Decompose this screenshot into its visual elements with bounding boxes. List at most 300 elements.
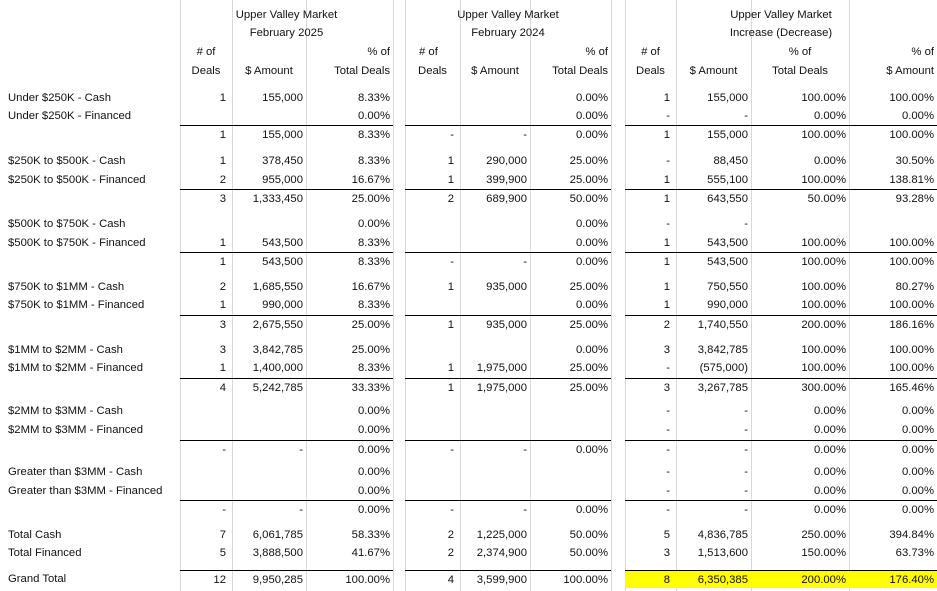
table-row	[0, 544, 937, 562]
cell-pct-amount-change: 100.00%	[889, 237, 934, 249]
cell-pct-amount-change: 100.00%	[889, 299, 934, 311]
row-label: $750K to $1MM - Financed	[8, 299, 145, 311]
row-label: Under $250K - Cash	[8, 92, 111, 104]
group-period-2025: February 2025	[249, 27, 324, 39]
table-row	[0, 171, 937, 189]
cell-pct-amount-change: 100.00%	[889, 92, 934, 104]
cell-deals-2025: 1	[180, 252, 232, 270]
cell-amount-2024: 689,900	[460, 189, 530, 207]
cell-amount-change: 750,550	[707, 281, 748, 293]
cell-deals-change: 1	[625, 125, 676, 143]
col-header-amount-change: $ Amount	[689, 65, 738, 77]
cell-pct-deals-2024: 0.00%	[575, 218, 608, 230]
cell-pct-deals-2024: 100.00%	[530, 570, 611, 588]
cell-pct-amount-change: 0.00%	[849, 440, 937, 458]
cell-pct-deals-2025: 8.33%	[306, 125, 393, 143]
cell-pct-deals-2025: 0.00%	[306, 440, 393, 458]
cell-amount-2025: 1,333,450	[232, 189, 306, 207]
cell-pct-deals-2024: 25.00%	[530, 378, 611, 396]
cell-deals-2025	[180, 482, 232, 500]
row-label: $1MM to $2MM - Financed	[8, 362, 143, 374]
cell-pct-deals-2025: 41.67%	[351, 547, 390, 559]
row-label: Total Financed	[8, 547, 82, 559]
cell-amount-change: (575,000)	[699, 362, 748, 374]
cell-pct-deals-change: 200.00%	[751, 315, 849, 333]
cell-pct-amount-change: 100.00%	[849, 125, 937, 143]
cell-deals-2025: 1	[219, 237, 226, 249]
row-label	[0, 378, 180, 396]
cell-pct-deals-2024: 0.00%	[575, 299, 608, 311]
col-header-amount-2024: $ Amount	[471, 65, 519, 77]
cell-amount-change: 3,267,785	[676, 378, 751, 396]
subtotal-row	[0, 570, 937, 588]
cell-deals-2025: 12	[180, 570, 232, 588]
cell-deals-change: 1	[663, 299, 670, 311]
cell-pct-deals-2024: 0.00%	[530, 252, 611, 270]
cell-pct-deals-2024	[530, 463, 611, 481]
row-label	[0, 500, 180, 518]
cell-deals-2024: 1	[405, 315, 460, 333]
cell-amount-2024: -	[460, 500, 530, 518]
cell-pct-deals-change: 150.00%	[801, 547, 846, 559]
row-label	[0, 315, 180, 333]
cell-amount-2024: 1,975,000	[476, 362, 527, 374]
subtotal-row	[0, 252, 937, 270]
cell-deals-2025: -	[180, 500, 232, 518]
cell-pct-deals-2024: 25.00%	[569, 362, 608, 374]
cell-deals-2024	[405, 482, 460, 500]
cell-amount-2024	[460, 234, 530, 252]
cell-amount-2025: 2,675,550	[232, 315, 306, 333]
col-header-top-deals-2025: # of	[196, 46, 216, 58]
cell-amount-2024: -	[460, 125, 530, 143]
cell-amount-2025: 155,000	[232, 125, 306, 143]
cell-amount-2025	[232, 402, 306, 420]
cell-amount-2024: -	[460, 252, 530, 270]
row-label: Greater than $3MM - Cash	[8, 466, 143, 478]
cell-amount-2024	[460, 296, 530, 314]
cell-amount-2024: 2,374,900	[476, 547, 527, 559]
cell-deals-change: 3	[663, 344, 670, 356]
cell-amount-change: -	[676, 500, 751, 518]
cell-deals-change: 8	[625, 570, 676, 588]
cell-pct-deals-2024: 50.00%	[569, 529, 608, 541]
cell-deals-2025	[180, 402, 232, 420]
col-header-top-pct-deals-change: % of	[788, 46, 812, 58]
cell-pct-amount-change: 165.46%	[849, 378, 937, 396]
cell-pct-deals-2024	[530, 402, 611, 420]
cell-pct-deals-2024: 25.00%	[569, 281, 608, 293]
cell-deals-2024: 4	[405, 570, 460, 588]
cell-pct-amount-change: 186.16%	[849, 315, 937, 333]
row-label: $250K to $500K - Cash	[8, 155, 126, 167]
cell-pct-amount-change: 80.27%	[895, 281, 934, 293]
cell-deals-2025: 7	[219, 529, 226, 541]
cell-pct-deals-change: 100.00%	[801, 299, 846, 311]
cell-deals-2024: 2	[447, 529, 454, 541]
cell-deals-2024: 1	[447, 281, 454, 293]
cell-deals-2025: 1	[219, 92, 226, 104]
cell-pct-deals-2025: 0.00%	[357, 110, 390, 122]
cell-pct-deals-2025: 0.00%	[357, 485, 390, 497]
cell-pct-deals-change: 100.00%	[801, 362, 846, 374]
cell-deals-change: 2	[625, 315, 676, 333]
cell-pct-deals-change: 100.00%	[751, 252, 849, 270]
cell-deals-2024: -	[405, 500, 460, 518]
cell-deals-change: -	[666, 466, 670, 478]
cell-deals-2024: -	[405, 125, 460, 143]
cell-pct-amount-change: 138.81%	[889, 174, 934, 186]
cell-deals-change: -	[666, 110, 670, 122]
cell-deals-2025: 3	[219, 344, 226, 356]
cell-deals-change: 3	[625, 378, 676, 396]
cell-deals-2025: 2	[219, 281, 226, 293]
cell-pct-deals-change	[751, 215, 849, 233]
cell-pct-deals-2025: 0.00%	[306, 500, 393, 518]
col-header-deals-change: Deals	[636, 65, 665, 77]
cell-pct-deals-change: 100.00%	[801, 174, 846, 186]
cell-pct-deals-2024: 25.00%	[530, 315, 611, 333]
cell-amount-2025: 3,888,500	[252, 547, 303, 559]
cell-amount-change: -	[676, 440, 751, 458]
cell-pct-deals-2024: 50.00%	[569, 547, 608, 559]
subtotal-row	[0, 189, 937, 207]
cell-deals-2024: 2	[405, 189, 460, 207]
cell-pct-deals-change: 200.00%	[751, 570, 849, 588]
cell-pct-amount-change: 100.00%	[849, 252, 937, 270]
cell-pct-deals-2025: 25.00%	[351, 344, 390, 356]
cell-deals-2025	[180, 463, 232, 481]
table-row	[0, 89, 937, 107]
row-label: Under $250K - Financed	[8, 110, 132, 122]
cell-pct-deals-change: 0.00%	[813, 466, 846, 478]
cell-deals-2025	[180, 107, 232, 125]
cell-pct-deals-2025: 0.00%	[357, 218, 390, 230]
cell-pct-amount-change: 394.84%	[889, 529, 934, 541]
cell-deals-change: -	[666, 155, 670, 167]
col-header-pct-amount-change: $ Amount	[886, 65, 934, 77]
cell-pct-deals-2025: 8.33%	[357, 155, 390, 167]
cell-pct-deals-2025: 16.67%	[351, 174, 390, 186]
cell-pct-deals-2025: 33.33%	[306, 378, 393, 396]
cell-pct-deals-change: 0.00%	[813, 405, 846, 417]
cell-pct-deals-2025: 16.67%	[351, 281, 390, 293]
col-header-pct-deals-2025: Total Deals	[334, 65, 390, 77]
cell-deals-change: -	[625, 500, 676, 518]
cell-deals-change: 1	[625, 252, 676, 270]
cell-amount-2024	[460, 421, 530, 439]
cell-amount-2024: -	[460, 440, 530, 458]
table-row	[0, 402, 937, 420]
cell-pct-deals-2024: 0.00%	[575, 110, 608, 122]
cell-pct-deals-2025: 8.33%	[306, 252, 393, 270]
cell-pct-amount-change: 0.00%	[901, 424, 934, 436]
cell-amount-change: 155,000	[676, 125, 751, 143]
cell-pct-deals-2024	[530, 482, 611, 500]
col-header-deals-2025: Deals	[191, 65, 221, 77]
cell-amount-change: 1,740,550	[676, 315, 751, 333]
cell-amount-2025: 1,685,550	[252, 281, 303, 293]
cell-pct-deals-change: 100.00%	[801, 92, 846, 104]
cell-deals-change: 5	[663, 529, 670, 541]
cell-amount-2024: 1,225,000	[476, 529, 527, 541]
cell-pct-deals-2025: 58.33%	[351, 529, 390, 541]
row-label: $250K to $500K - Financed	[8, 174, 146, 186]
cell-pct-deals-change: 0.00%	[813, 110, 846, 122]
cell-amount-2025	[232, 463, 306, 481]
cell-deals-2024: 2	[447, 547, 454, 559]
cell-pct-deals-2024	[530, 421, 611, 439]
cell-pct-amount-change: 100.00%	[889, 362, 934, 374]
cell-amount-change: 6,350,385	[676, 570, 751, 588]
row-label: $1MM to $2MM - Cash	[8, 344, 123, 356]
cell-deals-change: 1	[663, 92, 670, 104]
cell-deals-change: 1	[663, 281, 670, 293]
cell-amount-2025: -	[232, 440, 306, 458]
cell-pct-deals-2024: 25.00%	[569, 174, 608, 186]
cell-pct-deals-2025: 8.33%	[357, 92, 390, 104]
header-col-top-row	[0, 44, 937, 61]
cell-pct-deals-change: 300.00%	[751, 378, 849, 396]
col-header-top-deals-change: # of	[641, 46, 660, 58]
cell-deals-change: -	[625, 440, 676, 458]
cell-amount-2025	[232, 107, 306, 125]
cell-pct-deals-change: 100.00%	[751, 125, 849, 143]
col-header-deals-2024: Deals	[418, 65, 447, 77]
cell-amount-change: 4,836,785	[697, 529, 748, 541]
cell-pct-amount-change: 100.00%	[889, 344, 934, 356]
cell-amount-change: -	[744, 424, 748, 436]
cell-deals-2025: 1	[219, 299, 226, 311]
cell-amount-2024	[460, 402, 530, 420]
table-row	[0, 482, 937, 500]
cell-deals-2025: 4	[180, 378, 232, 396]
col-header-top-deals-2024: # of	[419, 46, 438, 58]
cell-amount-2025	[232, 421, 306, 439]
cell-deals-change: -	[666, 485, 670, 497]
row-label: $500K to $750K - Cash	[8, 218, 126, 230]
cell-amount-change: 543,500	[707, 237, 748, 249]
cell-amount-change: -	[744, 110, 748, 122]
cell-pct-amount-change: 0.00%	[849, 500, 937, 518]
cell-pct-deals-change: 0.00%	[813, 155, 846, 167]
cell-pct-amount-change: 0.00%	[901, 405, 934, 417]
cell-amount-change: 643,550	[676, 189, 751, 207]
cell-pct-amount-change: 93.28%	[849, 189, 937, 207]
cell-amount-2025	[232, 215, 306, 233]
cell-amount-2025: 990,000	[262, 299, 303, 311]
cell-deals-2024	[405, 341, 460, 359]
col-header-amount-2025: $ Amount	[245, 65, 293, 77]
cell-amount-2024: 290,000	[486, 155, 527, 167]
cell-amount-2024	[460, 215, 530, 233]
row-label: Greater than $3MM - Financed	[8, 485, 163, 497]
cell-amount-2024: 1,975,000	[460, 378, 530, 396]
cell-deals-2025: -	[180, 440, 232, 458]
cell-amount-2025: 155,000	[262, 92, 303, 104]
cell-pct-amount-change: 176.40%	[849, 570, 937, 588]
cell-pct-amount-change	[849, 215, 937, 233]
cell-pct-deals-2025: 0.00%	[357, 424, 390, 436]
subtotal-row	[0, 125, 937, 143]
cell-deals-change: 3	[663, 547, 670, 559]
table-row	[0, 341, 937, 359]
table-row	[0, 152, 937, 170]
cell-pct-deals-change: 0.00%	[751, 440, 849, 458]
cell-deals-2024: 1	[405, 378, 460, 396]
cell-deals-2024	[405, 107, 460, 125]
cell-pct-deals-change: 0.00%	[813, 424, 846, 436]
cell-pct-deals-2024: 0.00%	[575, 344, 608, 356]
col-header-top-pct-deals-2024: % of	[585, 46, 608, 58]
row-label	[0, 440, 180, 458]
subtotal-row	[0, 500, 937, 518]
col-header-top-amount-change	[676, 44, 751, 61]
cell-deals-change: -	[666, 362, 670, 374]
table-row	[0, 296, 937, 314]
cell-deals-2025: 1	[219, 362, 226, 374]
cell-pct-amount-change: 0.00%	[901, 466, 934, 478]
cell-pct-deals-change: 0.00%	[751, 500, 849, 518]
cell-pct-deals-change: 0.00%	[813, 485, 846, 497]
cell-deals-change: 1	[663, 174, 670, 186]
cell-deals-change: -	[666, 424, 670, 436]
cell-amount-change: 1,513,600	[697, 547, 748, 559]
cell-amount-2025: 9,950,285	[232, 570, 306, 588]
cell-deals-2024	[405, 421, 460, 439]
cell-deals-2025: 3	[180, 315, 232, 333]
cell-amount-2024: 935,000	[460, 315, 530, 333]
cell-pct-deals-2024: 0.00%	[575, 92, 608, 104]
cell-deals-change: 1	[663, 237, 670, 249]
cell-amount-2025: 378,450	[262, 155, 303, 167]
row-label	[0, 252, 180, 270]
header-period-row	[0, 25, 937, 42]
cell-amount-change: -	[744, 466, 748, 478]
row-label: $2MM to $3MM - Financed	[8, 424, 143, 436]
cell-amount-2025	[232, 482, 306, 500]
row-label: $2MM to $3MM - Cash	[8, 405, 123, 417]
cell-pct-deals-change: 100.00%	[801, 281, 846, 293]
cell-deals-2024: 1	[447, 174, 454, 186]
cell-amount-change: -	[744, 405, 748, 417]
subtotal-row	[0, 378, 937, 396]
group-period-change: Increase (Decrease)	[729, 27, 833, 39]
group-title-change: Upper Valley Market	[730, 9, 832, 21]
cell-pct-deals-2024: 25.00%	[569, 155, 608, 167]
col-header-top-pct-amount-change: % of	[911, 46, 934, 58]
group-period-2024: February 2024	[471, 27, 545, 39]
cell-amount-2025: 6,061,785	[252, 529, 303, 541]
cell-amount-2025: 543,500	[232, 252, 306, 270]
table-row	[0, 278, 937, 296]
cell-amount-2024: 3,599,900	[460, 570, 530, 588]
table-row	[0, 107, 937, 125]
cell-amount-2024	[460, 482, 530, 500]
cell-pct-deals-2025: 8.33%	[357, 299, 390, 311]
cell-deals-2024: -	[405, 252, 460, 270]
row-label: $750K to $1MM - Cash	[8, 281, 125, 293]
cell-amount-change: 990,000	[707, 299, 748, 311]
cell-deals-2024: 1	[447, 362, 454, 374]
cell-pct-deals-2025: 100.00%	[306, 570, 393, 588]
cell-amount-2024: 935,000	[486, 281, 527, 293]
row-label: Grand Total	[8, 573, 67, 585]
cell-amount-2025: 543,500	[262, 237, 303, 249]
subtotal-row	[0, 315, 937, 333]
cell-deals-2025: 1	[180, 125, 232, 143]
cell-pct-deals-2024: 50.00%	[530, 189, 611, 207]
cell-deals-change: -	[666, 218, 670, 230]
cell-amount-change: 543,500	[676, 252, 751, 270]
cell-deals-2024: 1	[447, 155, 454, 167]
header-title-row	[0, 7, 937, 24]
cell-amount-2024	[460, 341, 530, 359]
cell-deals-2025	[180, 421, 232, 439]
cell-deals-2024	[405, 463, 460, 481]
cell-amount-change: 155,000	[707, 92, 748, 104]
cell-amount-2025: 955,000	[262, 174, 303, 186]
row-label: Total Cash	[8, 529, 62, 541]
cell-pct-deals-2025: 25.00%	[306, 189, 393, 207]
cell-deals-2024: -	[405, 440, 460, 458]
col-header-top-amount-2025	[232, 44, 306, 61]
cell-pct-deals-2024: 0.00%	[530, 500, 611, 518]
cell-pct-deals-2025: 0.00%	[357, 405, 390, 417]
cell-amount-2024	[460, 463, 530, 481]
cell-pct-deals-2024: 0.00%	[530, 125, 611, 143]
cell-deals-2024	[405, 234, 460, 252]
cell-deals-2025	[180, 215, 232, 233]
cell-pct-deals-change: 100.00%	[801, 237, 846, 249]
cell-deals-2024	[405, 402, 460, 420]
cell-pct-deals-2024: 0.00%	[575, 237, 608, 249]
cell-pct-deals-2025: 0.00%	[357, 466, 390, 478]
cell-amount-2024	[460, 107, 530, 125]
cell-pct-deals-change: 50.00%	[751, 189, 849, 207]
group-title-2025: Upper Valley Market	[235, 9, 338, 21]
cell-pct-amount-change: 0.00%	[901, 110, 934, 122]
cell-amount-2024	[460, 89, 530, 107]
header-col-bottom-row	[0, 63, 937, 81]
row-label	[0, 125, 180, 143]
cell-amount-change: -	[744, 218, 748, 230]
cell-amount-change: 555,100	[707, 174, 748, 186]
cell-amount-change: 3,842,785	[697, 344, 748, 356]
cell-deals-2025: 1	[219, 155, 226, 167]
cell-amount-2025: 3,842,785	[252, 344, 303, 356]
cell-deals-2024	[405, 215, 460, 233]
cell-amount-change: 88,450	[713, 155, 748, 167]
cell-pct-deals-2025: 8.33%	[357, 362, 390, 374]
cell-amount-change: -	[744, 485, 748, 497]
subtotal-row	[0, 440, 937, 458]
cell-amount-2025: 1,400,000	[252, 362, 303, 374]
col-header-top-pct-deals-2025: % of	[367, 46, 390, 58]
col-header-top-amount-2024	[460, 44, 530, 61]
col-header-pct-deals-change: Total Deals	[772, 65, 828, 77]
row-label	[0, 189, 180, 207]
table-row	[0, 215, 937, 233]
cell-pct-deals-2024: 0.00%	[530, 440, 611, 458]
cell-pct-deals-change: 250.00%	[801, 529, 846, 541]
row-label: $500K to $750K - Financed	[8, 237, 146, 249]
col-header-pct-deals-2024: Total Deals	[552, 65, 608, 77]
table-row	[0, 234, 937, 252]
cell-amount-2025: 5,242,785	[232, 378, 306, 396]
cell-amount-2024: 399,900	[486, 174, 527, 186]
cell-deals-2025: 3	[180, 189, 232, 207]
